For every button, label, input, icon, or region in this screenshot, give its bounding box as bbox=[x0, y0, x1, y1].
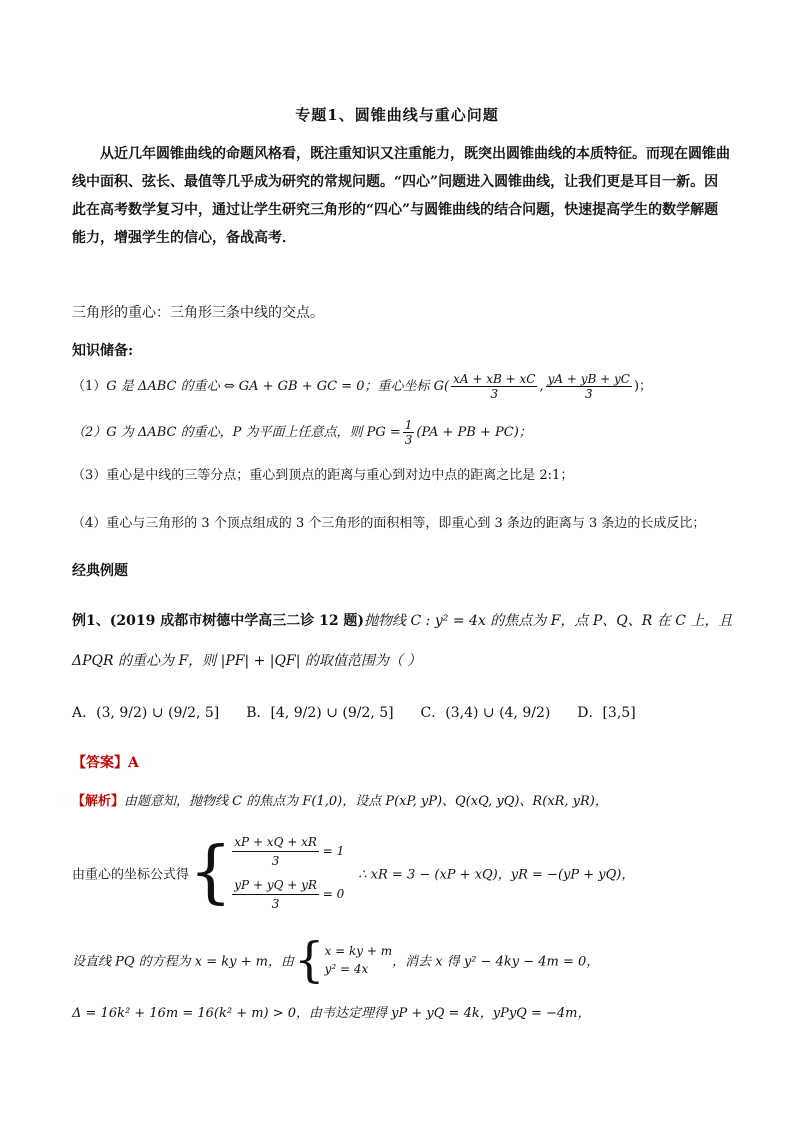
option-d: D．[3,5] bbox=[577, 705, 636, 721]
fraction: $\frac{1}{3}$ bbox=[404, 418, 413, 447]
fraction: $\frac{yA + yB + yC}{3}$ bbox=[547, 372, 630, 401]
option-a: A．(3, 9/2) ∪ (9/2, 5] bbox=[72, 705, 220, 721]
example-1-line-2: ΔPQR 的重心为 F，则 |PF| + |QF| 的取值范围为（ ） bbox=[72, 653, 422, 669]
left-brace: { bbox=[294, 932, 325, 988]
delta-line: Δ = 16k² + 16m = 16(k² + m) > 0，由韦达定理得 yP + yQ = 4k，yPyQ = −4m， bbox=[72, 1006, 591, 1021]
intro-text: 从近几年圆锥曲线的命题风格看，既注重知识又注重能力，既突出圆锥曲线的本质特征。而现在圆锥曲线中面积、弦长、最值等几乎成为研究的常规问题。“四心”问题进入圆锥曲线，让我们更是耳目一新。因此在高考数学复习中，通过让学生研究三角形的“四心”与圆锥曲线的结合问题，快速提高学生的数学解题能力，增强学生的信心，备战高考． bbox=[72, 146, 730, 246]
equation-stack: x = ky + m y² = 4x bbox=[324, 944, 393, 976]
knowledge-heading: 知识储备: bbox=[72, 343, 134, 359]
page-title: 专题1、圆锥曲线与重心问题 bbox=[295, 106, 499, 124]
example-1-options bbox=[72, 702, 636, 722]
centroid-definition: 三角形的重心：三角形三条中线的交点。 bbox=[72, 305, 324, 321]
examples-heading: 经典例题 bbox=[72, 563, 128, 579]
knowledge-item-4: （4）重心与三角形的 3 个顶点组成的 3 个三角形的面积相等，即重心到 3 条边的距离与 3 条边的长成反比； bbox=[72, 516, 706, 531]
fraction: $\frac{xA + xB + xC}{3}$ bbox=[453, 372, 536, 401]
answer: 【答案】A bbox=[72, 755, 139, 771]
example-1-line-1: 例1、(2019 成都市树德中学高三二诊 12 题)抛物线 C : y² = 4x 的焦点为 F，点 P、Q、R 在 C 上，且 bbox=[72, 613, 733, 629]
centroid-system: 由重心的坐标公式得{ $\frac{xP + xQ + xR}{3}$ = 1 $\frac{yP + yQ + yR}{3}$ = 0 ∴ xR = 3 − (xP + xQ)，yR = −(yP + yQ)， bbox=[72, 830, 634, 916]
option-c: C．(3,4) ∪ (4, 9/2) bbox=[420, 705, 551, 721]
knowledge-item-2: （2）G 为 ΔABC 的重心，P 为平面上任意点，则 PG = $\frac{1}{3}$ (PA + PB + PC)； bbox=[72, 418, 532, 447]
left-brace: { bbox=[189, 833, 233, 912]
intro-paragraph bbox=[72, 140, 732, 252]
line-equation: 设直线 PQ 的方程为 x = ky + m，由{ x = ky + m y² = 4x ，消去 x 得 y² − 4ky − 4m = 0， bbox=[72, 932, 600, 988]
knowledge-item-1: （1）G 是 ΔABC 的重心 ⇔ GA + GB + GC = 0；重心坐标 G( $\frac{xA + xB + xC}{3}$ , $\frac{yA + yB + yC}{3}$ )； bbox=[72, 372, 653, 401]
equation-stack: $\frac{xP + xQ + xR}{3}$ = 1 $\frac{yP + yQ + yR}{3}$ = 0 bbox=[234, 835, 345, 911]
option-b: B．[4, 9/2) ∪ (9/2, 5] bbox=[246, 705, 394, 721]
knowledge-item-3: （3）重心是中线的三等分点；重心到顶点的距离与重心到对边中点的距离之比是 2:1； bbox=[72, 468, 574, 483]
analysis-line-1: 【解析】由题意知，抛物线 C 的焦点为 F(1,0)，设点 P(xP, yP)、Q(xQ, yQ)、R(xR, yR)， bbox=[72, 794, 608, 809]
